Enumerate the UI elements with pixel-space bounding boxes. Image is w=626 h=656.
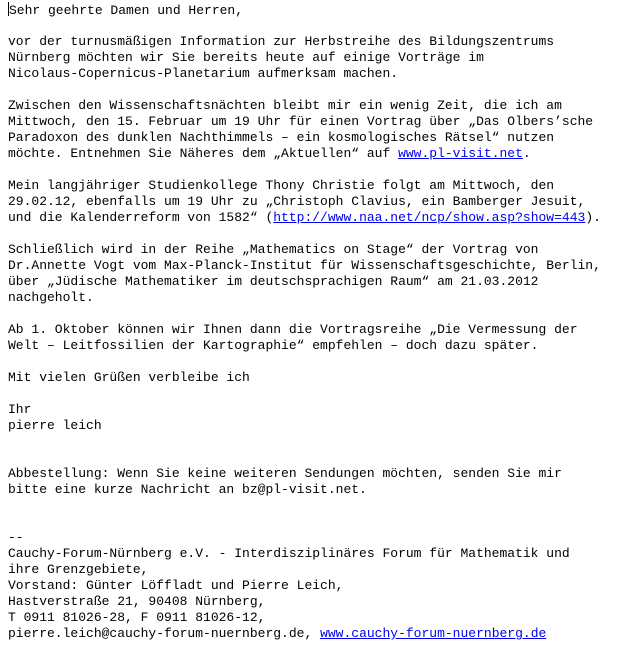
blank-line bbox=[8, 162, 620, 178]
paragraph-4-line-1: Schließlich wird in der Reihe „Mathematics on Stage“ der Vortrag von bbox=[8, 242, 539, 257]
blank-line bbox=[8, 18, 620, 34]
paragraph-2-line-2: Mittwoch, den 15. Februar um 19 Uhr für einen Vortrag über „Das Olbers’sche bbox=[8, 114, 594, 129]
paragraph-3-line-3 bbox=[8, 210, 620, 226]
paragraph-3-line-1: Mein langjähriger Studienkollege Thony Christie folgt am Mittwoch, den bbox=[8, 178, 555, 193]
blank-line bbox=[8, 354, 620, 370]
signoff: Ihr bbox=[8, 402, 32, 417]
paragraph-5-line-1: Ab 1. Oktober können wir Ihnen dann die Vortragsreihe „Die Vermessung der bbox=[8, 322, 578, 337]
paragraph-4-line-3: über „Jüdische Mathematiker im deutschsprachigen Raum“ am 21.03.2012 bbox=[8, 274, 539, 289]
signature-line-3: Vorstand: Günter Löffladt und Pierre Leich, bbox=[8, 578, 344, 593]
signature-line-5: T 0911 81026-28, F 0911 81026-12, bbox=[8, 610, 266, 625]
cauchy-forum-link[interactable]: www.cauchy-forum-nuernberg.de bbox=[320, 626, 547, 641]
paragraph-2-line-1: Zwischen den Wissenschaftsnächten bleibt mir ein wenig Zeit, die ich am bbox=[8, 98, 562, 113]
paragraph-2-line-4 bbox=[8, 146, 620, 162]
naa-link[interactable]: http://www.naa.net/ncp/show.asp?show=443 bbox=[273, 210, 586, 225]
blank-line bbox=[8, 306, 620, 322]
blank-line bbox=[8, 386, 620, 402]
paragraph-3-text: und die Kalenderreform von 1582“ ( bbox=[8, 210, 274, 225]
closing-line: Mit vielen Grüßen verbleibe ich bbox=[8, 370, 250, 385]
paragraph-4-line-2: Dr.Annette Vogt vom Max-Planck-Institut für Wissenschaftsgeschichte, Berlin, bbox=[8, 258, 601, 273]
paragraph-1-line-3: Nicolaus-Copernicus-Planetarium aufmerksam machen. bbox=[8, 66, 399, 81]
email-body bbox=[8, 2, 620, 642]
paragraph-3-end: ). bbox=[585, 210, 601, 225]
signature-line-4: Hastverstraße 21, 90408 Nürnberg, bbox=[8, 594, 266, 609]
paragraph-2-text: möchte. Entnehmen Sie Näheres dem „Aktuellen“ auf bbox=[8, 146, 399, 161]
signature-email: pierre.leich@cauchy-forum-nuernberg.de, bbox=[8, 626, 321, 641]
signature-line-1: Cauchy-Forum-Nürnberg e.V. - Interdisziplinäres Forum für Mathematik und bbox=[8, 546, 570, 561]
salutation: Sehr geehrte Damen und Herren, bbox=[9, 3, 244, 18]
blank-line bbox=[8, 434, 620, 450]
signature-line-2: ihre Grenzgebiete, bbox=[8, 562, 149, 577]
paragraph-5-line-2: Welt – Leitfossilien der Kartographie“ empfehlen – doch dazu später. bbox=[8, 338, 539, 353]
sender-name: pierre leich bbox=[8, 418, 102, 433]
paragraph-1-line-1: vor der turnusmäßigen Information zur Herbstreihe des Bildungszentrums bbox=[8, 34, 555, 49]
paragraph-2-end: . bbox=[522, 146, 531, 161]
paragraph-1-line-2: Nürnberg möchten wir Sie bereits heute auf einige Vorträge im bbox=[8, 50, 484, 65]
paragraph-4-line-4: nachgeholt. bbox=[8, 290, 94, 305]
unsubscribe-line-1: Abbestellung: Wenn Sie keine weiteren Sendungen möchten, senden Sie mir bbox=[8, 466, 562, 481]
blank-line bbox=[8, 514, 620, 530]
blank-line bbox=[8, 450, 620, 466]
blank-line bbox=[8, 82, 620, 98]
unsubscribe-line-2: bitte eine kurze Nachricht an bz@pl-visit.net. bbox=[8, 482, 367, 497]
blank-line bbox=[8, 498, 620, 514]
signature-separator: -- bbox=[8, 530, 24, 545]
paragraph-3-line-2: 29.02.12, ebenfalls um 19 Uhr zu „Christoph Clavius, ein Bamberger Jesuit, bbox=[8, 194, 586, 209]
blank-line bbox=[8, 226, 620, 242]
pl-visit-link[interactable]: www.pl-visit.net bbox=[398, 146, 523, 161]
paragraph-2-line-3: Paradoxon des dunklen Nachthimmels – ein kosmologisches Rätsel“ nutzen bbox=[8, 130, 555, 145]
signature-line-6 bbox=[8, 626, 620, 642]
